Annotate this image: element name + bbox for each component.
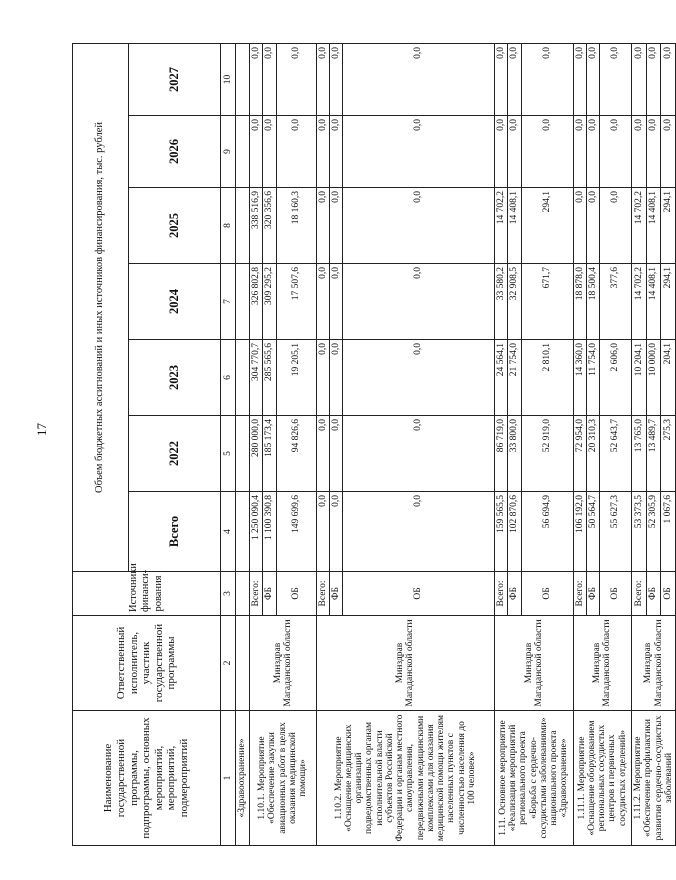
funding-value: 1 250 090,4: [250, 492, 263, 572]
funding-value: 11 754,0: [586, 340, 599, 416]
funding-value: 0,0: [508, 44, 521, 116]
funding-source: ОБ: [661, 572, 676, 616]
funding-value: 14 702,2: [632, 188, 647, 264]
funding-value: 0,0: [343, 116, 495, 188]
funding-value: 0,0: [316, 116, 329, 188]
funding-value: 0,0: [600, 116, 632, 188]
funding-value: 326 802,8: [250, 264, 263, 340]
funding-value: 0,0: [329, 492, 342, 572]
funding-value: 0,0: [508, 116, 521, 188]
funding-value: 18 160,3: [276, 188, 316, 264]
funding-value: 0,0: [250, 116, 263, 188]
header-year: 2027: [129, 44, 221, 116]
funding-value: 0,0: [661, 116, 676, 188]
header-year: 2024: [129, 264, 221, 340]
row-executor: Минздрав Магаданской области: [573, 616, 632, 711]
funding-value: 0,0: [343, 492, 495, 572]
funding-source: ФБ: [508, 572, 521, 616]
column-number: 1: [221, 711, 236, 846]
funding-value: 0,0: [343, 264, 495, 340]
funding-value: 33 580,2: [495, 264, 508, 340]
funding-value: 14 702,2: [632, 264, 647, 340]
funding-value: 0,0: [316, 492, 329, 572]
funding-value: 0,0: [316, 416, 329, 492]
funding-value: 320 356,6: [263, 188, 276, 264]
table-body: [250, 44, 676, 846]
funding-value: 275,3: [661, 416, 676, 492]
funding-value: 0,0: [521, 44, 573, 116]
header-year: 2023: [129, 340, 221, 416]
funding-value: 0,0: [343, 44, 495, 116]
funding-value: 0,0: [495, 44, 508, 116]
funding-value: 0,0: [329, 44, 342, 116]
funding-value: 14 408,1: [646, 188, 661, 264]
funding-value: 14 408,1: [508, 188, 521, 264]
funding-value: 17 507,6: [276, 264, 316, 340]
row-name: 1.11.2. Мероприятие «Обеспечение профилактики развития сердечно-сосудистых заболеваний: [632, 711, 676, 846]
header-total: Всего: [129, 492, 221, 572]
column-number-row: [221, 44, 236, 846]
funding-value: 52 305,9: [646, 492, 661, 572]
header-funding: Объем бюджетных ассигнований и иных источников финансирования, тыс. рублей: [73, 44, 129, 572]
funding-value: 0,0: [329, 264, 342, 340]
funding-value: 2 606,0: [600, 340, 632, 416]
column-number: 9: [221, 116, 236, 188]
funding-value: 0,0: [263, 44, 276, 116]
table-row: [495, 44, 508, 846]
header-executor: Ответственный исполнитель, участник государственной программы: [73, 616, 221, 711]
row-executor: Минздрав Магаданской области: [250, 616, 317, 711]
funding-value: 0,0: [632, 44, 647, 116]
header-year: 2022: [129, 416, 221, 492]
funding-value: 52 919,0: [521, 416, 573, 492]
table-row: [250, 44, 263, 846]
funding-value: 377,6: [600, 264, 632, 340]
funding-source: ОБ: [343, 572, 495, 616]
funding-source: Всего:: [573, 572, 586, 616]
funding-value: 0,0: [276, 116, 316, 188]
rotated-table-wrapper: [72, 44, 674, 846]
funding-value: 14 702,2: [495, 188, 508, 264]
table-row: [573, 44, 586, 846]
funding-value: 13 765,0: [632, 416, 647, 492]
funding-value: 2 810,1: [521, 340, 573, 416]
funding-value: 0,0: [646, 44, 661, 116]
funding-value: 106 192,0: [573, 492, 586, 572]
row-name: 1.10.1. Мероприятие «Обеспечение закупки авиационных работ в целях оказания медицинской помощи»: [250, 711, 317, 846]
funding-value: 94 826,6: [276, 416, 316, 492]
header-source: Источники финанси- рования: [73, 572, 221, 616]
funding-value: 32 908,5: [508, 264, 521, 340]
funding-value: 671,7: [521, 264, 573, 340]
funding-value: 86 719,0: [495, 416, 508, 492]
column-number: 3: [221, 572, 236, 616]
funding-value: 0,0: [646, 116, 661, 188]
funding-value: 56 694,9: [521, 492, 573, 572]
funding-value: 0,0: [329, 340, 342, 416]
funding-value: 149 699,6: [276, 492, 316, 572]
funding-source: Всего:: [495, 572, 508, 616]
funding-value: 0,0: [586, 116, 599, 188]
funding-value: 33 800,0: [508, 416, 521, 492]
funding-value: 13 489,7: [646, 416, 661, 492]
header-year: 2026: [129, 116, 221, 188]
funding-value: 52 643,7: [600, 416, 632, 492]
funding-value: 0,0: [316, 188, 329, 264]
funding-value: 304 770,7: [250, 340, 263, 416]
funding-value: 0,0: [329, 416, 342, 492]
column-number: 7: [221, 264, 236, 340]
funding-value: 280 000,0: [250, 416, 263, 492]
funding-value: 0,0: [632, 116, 647, 188]
table-row: [316, 44, 329, 846]
funding-value: 0,0: [316, 340, 329, 416]
funding-value: 0,0: [521, 116, 573, 188]
funding-value: 0,0: [600, 188, 632, 264]
column-number: 2: [221, 616, 236, 711]
funding-value: 19 205,1: [276, 340, 316, 416]
funding-value: 18 500,4: [586, 264, 599, 340]
funding-value: 0,0: [329, 188, 342, 264]
funding-value: 0,0: [316, 264, 329, 340]
funding-value: 185 173,4: [263, 416, 276, 492]
funding-value: 24 564,1: [495, 340, 508, 416]
funding-value: 0,0: [316, 44, 329, 116]
funding-value: 294,1: [521, 188, 573, 264]
funding-source: ФБ: [646, 572, 661, 616]
row-executor: Минздрав Магаданской области: [316, 616, 495, 711]
funding-value: 0,0: [573, 116, 586, 188]
funding-value: 0,0: [343, 188, 495, 264]
funding-value: 102 870,6: [508, 492, 521, 572]
section-row: [236, 44, 250, 846]
funding-source: ОБ: [521, 572, 573, 616]
funding-value: 1 067,6: [661, 492, 676, 572]
funding-value: 159 565,5: [495, 492, 508, 572]
funding-value: 0,0: [586, 44, 599, 116]
row-name: 1.11.1. Мероприятие «Оснащение оборудованием региональных сосудистых центров и первичных сосудистых отделений»: [573, 711, 632, 846]
section-title: «Здравоохранение»: [236, 711, 250, 846]
funding-value: 14 408,1: [646, 264, 661, 340]
funding-value: 0,0: [573, 44, 586, 116]
row-executor: Минздрав Магаданской области: [632, 616, 676, 711]
funding-value: 1 100 390,8: [263, 492, 276, 572]
funding-value: 0,0: [600, 44, 632, 116]
funding-value: 0,0: [343, 340, 495, 416]
column-number: 6: [221, 340, 236, 416]
funding-table: [72, 43, 676, 846]
funding-value: 20 310,3: [586, 416, 599, 492]
header-name: Наименование государственной программы, подпрограммы, основных мероприятий, мероприятий, подмероприятий: [73, 711, 221, 846]
funding-value: 18 878,0: [573, 264, 586, 340]
funding-value: 0,0: [495, 116, 508, 188]
funding-source: ОБ: [276, 572, 316, 616]
funding-value: 0,0: [329, 116, 342, 188]
column-number: 5: [221, 416, 236, 492]
funding-value: 309 295,2: [263, 264, 276, 340]
funding-value: 21 754,0: [508, 340, 521, 416]
funding-source: ФБ: [586, 572, 599, 616]
funding-value: 50 564,7: [586, 492, 599, 572]
row-name: 1.11. Основное мероприятие «Реализация мероприятий регионального проекта «Борьба с сердечно-сосудистыми заболеваниями» национального проекта «Здравоохранение»: [495, 711, 574, 846]
funding-value: 294,1: [661, 188, 676, 264]
funding-value: 0,0: [586, 188, 599, 264]
column-number: 4: [221, 492, 236, 572]
funding-value: 10 204,1: [632, 340, 647, 416]
funding-value: 285 565,6: [263, 340, 276, 416]
row-name: 1.10.2. Мероприятие «Оснащение медицинских организаций подведомственных органам исполнительной власти субъектов Российской Федерации и органам местного самоуправления, передвижными медицинскими комплексами для оказания медицинской помощи жителям населенных пунктов с численностью населения до 100 человек»: [316, 711, 495, 846]
funding-source: Всего:: [250, 572, 263, 616]
funding-value: 55 627,3: [600, 492, 632, 572]
column-number: 8: [221, 188, 236, 264]
funding-value: 0,0: [263, 116, 276, 188]
funding-source: Всего:: [632, 572, 647, 616]
funding-value: 53 373,5: [632, 492, 647, 572]
funding-value: 294,1: [661, 264, 676, 340]
page-number: 17: [34, 423, 49, 436]
funding-value: 14 360,0: [573, 340, 586, 416]
row-executor: Минздрав Магаданской области: [495, 616, 574, 711]
funding-value: 0,0: [573, 188, 586, 264]
funding-value: 10 000,0: [646, 340, 661, 416]
funding-value: 204,1: [661, 340, 676, 416]
column-number: 10: [221, 44, 236, 116]
funding-value: 0,0: [276, 44, 316, 116]
table-row: [632, 44, 647, 846]
funding-value: 0,0: [343, 416, 495, 492]
funding-source: Всего:: [316, 572, 329, 616]
funding-value: 0,0: [661, 44, 676, 116]
funding-value: 0,0: [250, 44, 263, 116]
funding-source: ОБ: [600, 572, 632, 616]
funding-source: ФБ: [263, 572, 276, 616]
funding-value: 72 954,0: [573, 416, 586, 492]
funding-source: ФБ: [329, 572, 342, 616]
funding-value: 338 516,9: [250, 188, 263, 264]
header-year: 2025: [129, 188, 221, 264]
